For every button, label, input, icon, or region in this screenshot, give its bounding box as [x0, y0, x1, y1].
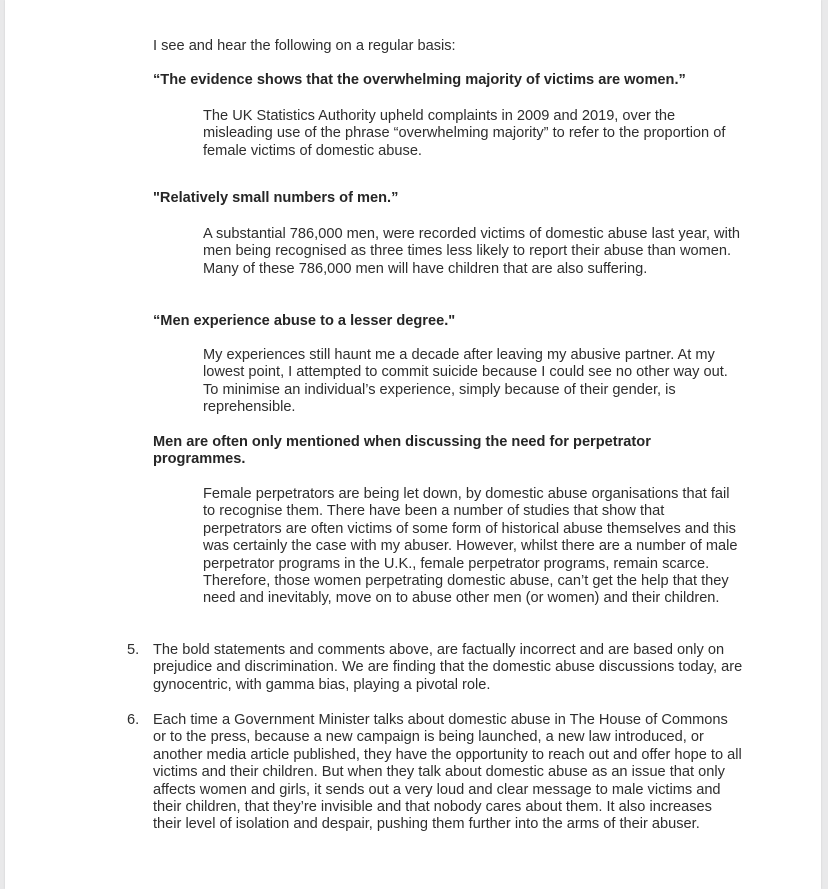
section-heading-3: “Men experience abuse to a lesser degree." [153, 313, 456, 329]
section-body-1: The UK Statistics Authority upheld complaints in 2009 and 2019, over the misleading use of the phrase “overwhelming majority” to refer to the proportion of female victims of domestic abuse. [203, 108, 726, 159]
section-heading-4: Men are often only mentioned when discussing the need for perpetrator programmes. [153, 434, 651, 468]
list-number-5: 5. [127, 642, 140, 658]
intro-text: I see and hear the following on a regular basis: [153, 38, 456, 54]
section-body-3: My experiences still haunt me a decade after leaving my abusive partner. At my lowest point, I attempted to commit suicide because I could see no other way out. To minimise an individual’s experience, simply because of their gender, is reprehensible. [203, 347, 728, 416]
section-body-4: Female perpetrators are being let down, by domestic abuse organisations that fail to recognise them. There have been a number of studies that show that perpetrators are often victims of some form of historical abuse themselves and this was certainly the case with my abuser. However, whilst there are a number of male perpetrator programs in the U.K., female perpetrator programs, remain scarce. Therefore, those women perpetrating domestic abuse, can’t get the help that they need and inevitably, move on to abuse other men (or women) and their children. [203, 486, 738, 607]
section-heading-1: “The evidence shows that the overwhelming majority of victims are women.” [153, 72, 686, 88]
section-heading-2: "Relatively small numbers of men.” [153, 190, 399, 206]
document-page [5, 0, 821, 889]
section-body-2: A substantial 786,000 men, were recorded victims of domestic abuse last year, with men being recognised as three times less likely to report their abuse than women. Many of these 786,000 men will have children that are also suffering. [203, 226, 740, 277]
list-number-6: 6. [127, 712, 140, 728]
list-item-6: Each time a Government Minister talks about domestic abuse in The House of Commons or to the press, because a new campaign is being launched, a new law introduced, or another media article published, they have the opportunity to reach out and offer hope to all victims and their children. But when they talk about domestic abuse as an issue that only affects women and girls, it sends out a very loud and clear message to male victims and their children, that they’re invisible and that nobody cares about them. It also increases their level of isolation and despair, pushing them further into the arms of their abuser. [153, 712, 742, 833]
list-item-5: The bold statements and comments above, are factually incorrect and are based only on prejudice and discrimination. We are finding that the domestic abuse discussions today, are gynocentric, with gamma bias, playing a pivotal role. [153, 642, 743, 693]
